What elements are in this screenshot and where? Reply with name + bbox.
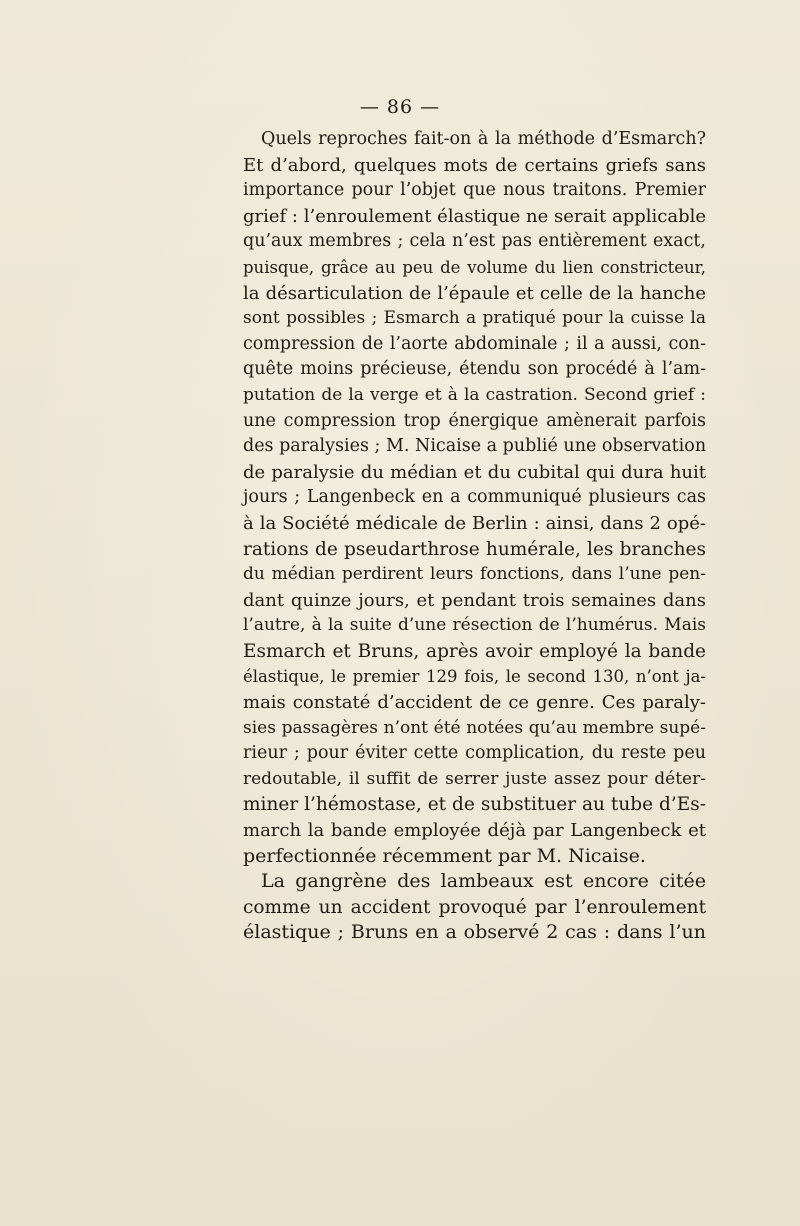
text-line: importance pour l’objet que nous traitons. Premier [243, 180, 706, 201]
text-line: comme un accident provoqué par l’enroulement [243, 896, 706, 918]
text-line: compression de l’aorte abdominale ; il a aussi, con- [243, 333, 706, 354]
text-line: jours ; Langenbeck en a communiqué plusieurs cas [243, 487, 706, 508]
body-text [243, 127, 706, 946]
text-line: redoutable, il suffit de serrer juste assez pour déter- [243, 768, 706, 789]
text-line: élastique ; Bruns en a observé 2 cas : dans l’un [243, 921, 706, 944]
text-line: sies passagères n’ont été notées qu’au membre supé- [243, 717, 706, 738]
text-line: quête moins précieuse, étendu son procédé à l’am- [243, 359, 706, 380]
text-line: La gangrène des lambeaux est encore citée [261, 870, 706, 893]
text-line: Esmarch et Bruns, après avoir employé la bande [243, 640, 706, 662]
text-line: l’autre, à la suite d’une résection de l’humérus. Mais [243, 615, 706, 636]
text-line: des paralysies ; M. Nicaise a publié une observation [243, 436, 707, 457]
text-line: sont possibles ; Esmarch a pratiqué pour la cuisse la [243, 308, 706, 329]
text-line: à la Société médicale de Berlin : ainsi, dans 2 opé- [243, 512, 706, 534]
text-line: rieur ; pour éviter cette complication, du reste peu [243, 743, 706, 764]
text-line: dant quinze jours, et pendant trois semaines dans [243, 589, 706, 611]
text-line: la désarticulation de l’épaule et celle de la hanche [243, 282, 706, 304]
text-line: de paralysie du médian et du cubital qui dura huit [243, 461, 706, 483]
text-line: grief : l’enroulement élastique ne serait applicable [243, 205, 706, 227]
text-line: élastique, le premier 129 fois, le second 130, n’ont ja- [243, 667, 706, 687]
text-line: perfectionnée récemment par M. Nicaise. [243, 844, 646, 867]
text-line: Quels reproches fait-on à la méthode d’Esmarch? [261, 129, 706, 149]
text-line: puisque, grâce au peu de volume du lien constricteur, [243, 257, 706, 277]
text-line: rations de pseudarthrose humérale, les branches [243, 538, 706, 560]
text-line: qu’aux membres ; cela n’est pas entièrement exact, [243, 231, 706, 252]
text-line: putation de la verge et à la castration. Second grief : [243, 384, 706, 405]
text-line: une compression trop énergique amènerait parfois [243, 410, 706, 431]
text-line: du médian perdirent leurs fonctions, dans l’une pen- [243, 564, 706, 585]
text-line: miner l’hémostase, et de substituer au tube d’Es- [243, 794, 706, 816]
text-line: Et d’abord, quelques mots de certains griefs sans [243, 154, 706, 176]
page-number: — 86 — [359, 96, 441, 118]
text-line: mais constaté d’accident de ce genre. Ces paraly- [243, 692, 706, 714]
text-line: march la bande employée déjà par Langenbeck et [243, 820, 706, 842]
